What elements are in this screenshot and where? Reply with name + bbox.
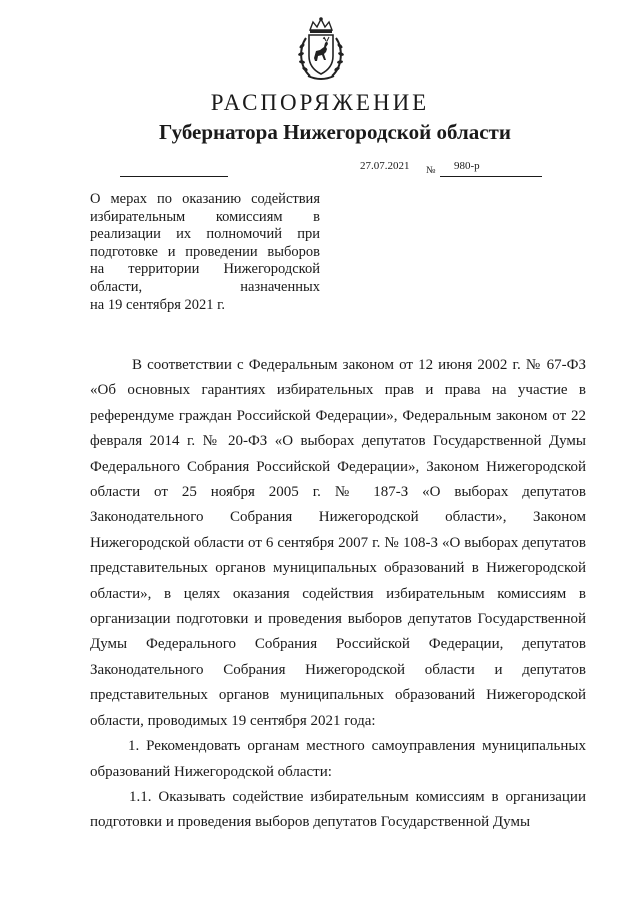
document-number: 980-р	[454, 160, 480, 172]
subject-line: подготовке и проведении выборов	[90, 243, 320, 260]
document-subtitle: Губернатора Нижегородской области	[159, 120, 511, 144]
subject-line: О мерах по оказанию содействия	[90, 191, 320, 207]
body-paragraph: 1. Рекомендовать органам местного самоуправления муниципальных образований Нижегородской области:	[90, 738, 586, 780]
document-body	[90, 353, 586, 836]
subject-line: избирательным комиссиям в	[90, 208, 320, 225]
body-paragraph: В соответствии с Федеральным законом от 12 июня 2002 г. № 67-ФЗ «Об основных гарантиях избирательных прав и права на участие в референдуме граждан Российской Федерации», Федеральным законом от 22 февраля 2014 г. № 20-ФЗ «О выборах депутатов Государственной Думы Федерального Собрания Российской Федерации», Законом Нижегородской области от 25 ноября 2005 г. № 187-З «О выборах депутатов Законодательного Собрания Нижегородской области», Законом Нижегородской области от 6 сентября 2007 г. № 108-З «О выборах депутатов представительных органов муниципальных образований в Нижегородской области», в целях оказания содействия избирательным комиссиям в организации подготовки и проведения выборов депутатов Государственной Думы Федерального Собрания Российской Федерации, депутатов Законодательного Собрания Нижегородской области и депутатов представительных органов муниципальных образований Нижегородской области, проводимых 19 сентября 2021 года:	[90, 357, 586, 729]
subject-line: реализации их полномочий при	[90, 226, 320, 243]
document-subject	[90, 191, 320, 314]
subject-line: на территории Нижегородской	[90, 261, 320, 278]
subject-line: области, назначенных	[90, 278, 320, 295]
document-date: 27.07.2021	[360, 160, 410, 172]
coat-of-arms-icon	[296, 16, 346, 84]
signature-line	[120, 176, 228, 177]
number-line	[440, 176, 542, 177]
number-sign: №	[426, 165, 436, 176]
subject-line: на 19 сентября 2021 г.	[90, 296, 226, 313]
document-title: РАСПОРЯЖЕНИЕ	[210, 90, 430, 115]
body-paragraph: 1.1. Оказывать содействие избирательным комиссиям в организации подготовки и проведения выборов депутатов Государственной Думы	[90, 788, 586, 831]
